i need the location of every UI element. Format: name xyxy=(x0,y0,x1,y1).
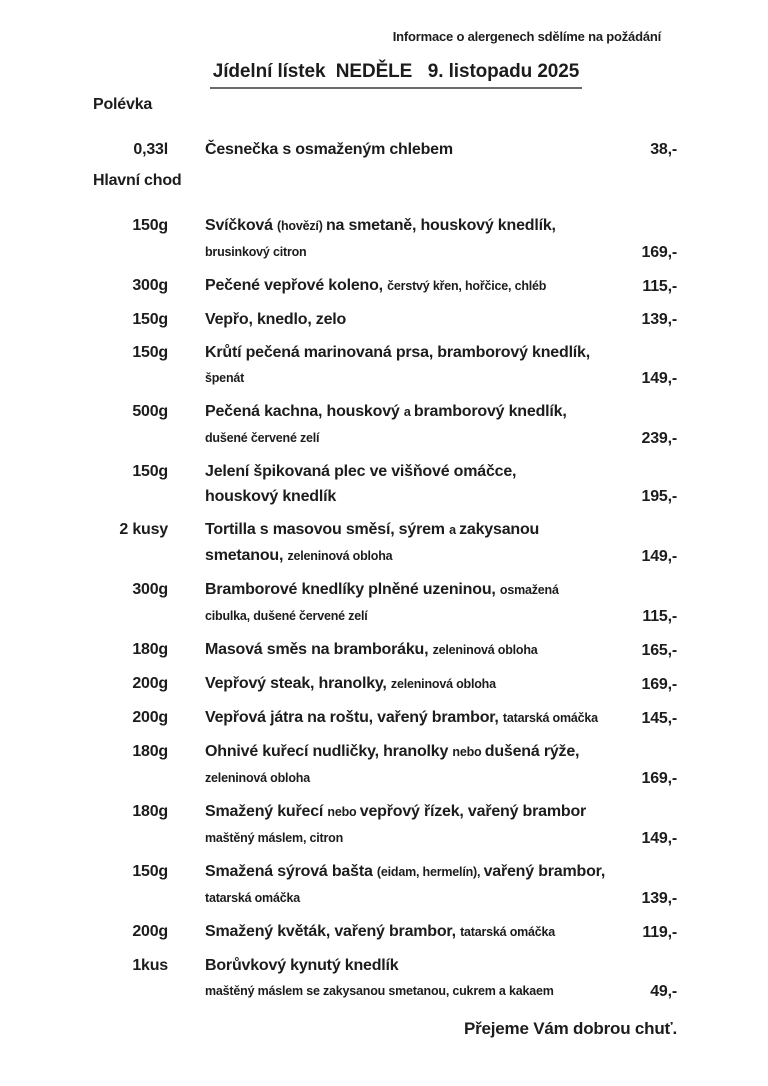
item-text-large: Vepřová játra na roštu, vařený brambor, xyxy=(205,709,503,726)
item-description xyxy=(205,671,642,697)
item-price: 49,- xyxy=(650,983,677,1000)
item-text-large: Krůtí pečená marinovaná prsa, bramborový knedlík, xyxy=(205,344,590,361)
item-description-line xyxy=(205,543,642,569)
item-description-line xyxy=(205,307,642,332)
menu-item xyxy=(93,577,677,629)
item-price: 139,- xyxy=(641,890,677,907)
item-price: 38,- xyxy=(650,141,677,158)
soup-item-list xyxy=(93,137,677,162)
item-description xyxy=(205,459,642,509)
item-description xyxy=(205,577,642,629)
item-price: 115,- xyxy=(642,278,677,295)
item-description-line xyxy=(205,517,642,543)
item-description-line xyxy=(205,365,642,391)
section-heading-soup: Polévka xyxy=(93,96,153,113)
item-text-large: Svíčková xyxy=(205,217,278,234)
item-text-large: vařený brambor, xyxy=(483,863,606,880)
item-text-large: Smažený květák, vařený brambor, xyxy=(205,923,461,940)
menu-item xyxy=(93,459,677,509)
footer-note: Přejeme Vám dobrou chuť. xyxy=(463,1019,677,1038)
allergen-note: Informace o alergenech sdělíme na požádání xyxy=(392,29,661,44)
item-description xyxy=(205,213,642,265)
item-quantity: 180g xyxy=(132,803,168,820)
item-text-large: Vepřový steak, hranolky, xyxy=(205,675,391,692)
item-text-large: zakysanou xyxy=(459,521,540,538)
item-description xyxy=(205,799,642,851)
item-text-large: Pečené vepřové koleno, xyxy=(205,277,388,294)
menu-item xyxy=(93,671,677,697)
item-quantity: 1kus xyxy=(132,957,168,974)
item-price: 149,- xyxy=(641,548,677,565)
item-description-line xyxy=(205,137,650,162)
item-description xyxy=(205,137,650,162)
item-description xyxy=(205,919,642,945)
item-quantity: 150g xyxy=(132,344,168,361)
item-quantity: 180g xyxy=(132,641,168,658)
item-price: 149,- xyxy=(641,370,677,387)
item-text-large: dušená rýže, xyxy=(484,743,580,760)
item-description-line xyxy=(205,825,642,851)
item-description xyxy=(205,705,642,731)
title-row xyxy=(93,61,677,89)
item-description-line xyxy=(205,705,642,731)
item-text-small: osmažená xyxy=(499,583,559,597)
item-description-line xyxy=(205,239,642,265)
menu-item xyxy=(93,953,677,1004)
item-text-small: nebo xyxy=(327,805,360,819)
item-text-large: Smažený kuřecí xyxy=(205,803,328,820)
item-description-line xyxy=(205,671,642,697)
item-description-line xyxy=(205,637,642,663)
item-description-line xyxy=(205,859,642,885)
item-description xyxy=(205,340,642,391)
item-description xyxy=(205,859,642,911)
item-description-line xyxy=(205,919,642,945)
item-text-small: tatarská omáčka xyxy=(205,891,300,905)
item-description xyxy=(205,273,642,299)
item-text-small: (hovězí) xyxy=(277,219,326,233)
item-text-large: Borůvkový kynutý knedlík xyxy=(205,957,399,974)
item-description-line xyxy=(205,273,642,299)
item-text-large: bramborový knedlík, xyxy=(413,403,567,420)
item-text-small: maštěný máslem se zakysanou smetanou, cukrem a kakaem xyxy=(205,984,554,998)
menu-item xyxy=(93,399,677,451)
item-text-large: Vepřo, knedlo, zelo xyxy=(205,311,347,328)
item-description-line xyxy=(205,399,642,425)
menu-item xyxy=(93,739,677,791)
item-price: 115,- xyxy=(642,608,677,625)
item-description-line xyxy=(205,765,642,791)
item-description-line xyxy=(205,459,642,484)
menu-item xyxy=(93,919,677,945)
item-description-line xyxy=(205,739,642,765)
item-quantity: 0,33l xyxy=(133,141,168,158)
item-description-line xyxy=(205,484,642,509)
item-text-small: brusinkový citron xyxy=(205,245,307,259)
item-text-small: zeleninová obloha xyxy=(287,549,393,563)
menu-item xyxy=(93,137,677,162)
item-description xyxy=(205,307,642,332)
item-text-large: Pečená kachna, houskový xyxy=(205,403,404,420)
menu-item xyxy=(93,705,677,731)
item-text-small: tatarská omáčka xyxy=(502,711,598,725)
item-quantity: 300g xyxy=(132,277,168,294)
item-text-small: nebo xyxy=(452,745,485,759)
item-description xyxy=(205,517,642,569)
item-text-large: Česnečka s osmaženým chlebem xyxy=(205,141,453,158)
item-description xyxy=(205,637,642,663)
item-price: 149,- xyxy=(641,830,677,847)
item-text-small: dušené červené zelí xyxy=(205,431,320,445)
item-description-line xyxy=(205,799,642,825)
item-text-small: (eidam, hermelín), xyxy=(376,865,484,879)
item-text-large: Ohnivé kuřecí nudličky, hranolky xyxy=(205,743,453,760)
item-description-line xyxy=(205,885,642,911)
item-price: 239,- xyxy=(641,430,677,447)
menu-item xyxy=(93,307,677,332)
item-price: 145,- xyxy=(641,710,677,727)
main-item-list xyxy=(93,213,677,1004)
item-text-small: a xyxy=(403,405,414,419)
item-price: 119,- xyxy=(642,924,677,941)
menu-item xyxy=(93,799,677,851)
item-quantity: 2 kusy xyxy=(119,521,168,538)
item-text-small: čerstvý křen, hořčice, chléb xyxy=(387,279,547,293)
item-text-small: zeleninová obloha xyxy=(205,771,310,785)
item-text-small: špenát xyxy=(205,371,245,385)
item-text-large: Bramborové knedlíky plněné uzeninou, xyxy=(205,581,500,598)
item-quantity: 180g xyxy=(132,743,168,760)
item-text-large: vepřový řízek, vařený brambor xyxy=(359,803,587,820)
item-description-line xyxy=(205,425,642,451)
item-text-large: na smetaně, houskový knedlík, xyxy=(325,217,556,234)
item-description xyxy=(205,399,642,451)
item-description-line xyxy=(205,603,642,629)
item-description xyxy=(205,953,650,1004)
menu-item xyxy=(93,340,677,391)
item-description-line xyxy=(205,213,642,239)
item-description-line xyxy=(205,953,650,978)
item-text-small: maštěný máslem, citron xyxy=(205,831,344,845)
item-text-small: a xyxy=(449,523,460,537)
item-price: 169,- xyxy=(641,676,677,693)
item-text-small: zeleninová obloha xyxy=(390,677,496,691)
item-text-large: Smažená sýrová bašta xyxy=(205,863,377,880)
item-description-line xyxy=(205,978,650,1004)
item-text-large: smetanou, xyxy=(205,547,288,564)
section-heading-main: Hlavní chod xyxy=(93,172,182,189)
item-quantity: 300g xyxy=(132,581,168,598)
item-text-small: cibulka, dušené červené zelí xyxy=(205,609,368,623)
item-quantity: 200g xyxy=(132,709,168,726)
menu-item xyxy=(93,517,677,569)
menu-item xyxy=(93,637,677,663)
item-description xyxy=(205,739,642,791)
item-text-small: tatarská omáčka xyxy=(460,925,556,939)
item-text-small: zeleninová obloha xyxy=(432,643,538,657)
item-price: 169,- xyxy=(641,770,677,787)
item-quantity: 500g xyxy=(132,403,168,420)
menu-item xyxy=(93,273,677,299)
item-text-large: Masová směs na bramboráku, xyxy=(205,641,433,658)
item-description-line xyxy=(205,340,642,365)
item-text-large: houskový knedlík xyxy=(205,488,337,505)
menu-item xyxy=(93,859,677,911)
item-price: 195,- xyxy=(641,488,677,505)
item-quantity: 200g xyxy=(132,675,168,692)
item-quantity: 150g xyxy=(132,863,168,880)
page-title: Jídelní lístek NEDĚLE 9. listopadu 2025 xyxy=(210,61,582,89)
item-text-large: Jelení špikovaná plec ve višňové omáčce, xyxy=(205,463,517,480)
item-description-line xyxy=(205,577,642,603)
item-quantity: 150g xyxy=(132,463,168,480)
item-price: 165,- xyxy=(641,642,677,659)
item-quantity: 150g xyxy=(132,217,168,234)
item-price: 169,- xyxy=(641,244,677,261)
item-quantity: 150g xyxy=(132,311,168,328)
item-quantity: 200g xyxy=(132,923,168,940)
item-text-large: Tortilla s masovou směsí, sýrem xyxy=(205,521,450,538)
item-price: 139,- xyxy=(641,311,677,328)
menu-item xyxy=(93,213,677,265)
